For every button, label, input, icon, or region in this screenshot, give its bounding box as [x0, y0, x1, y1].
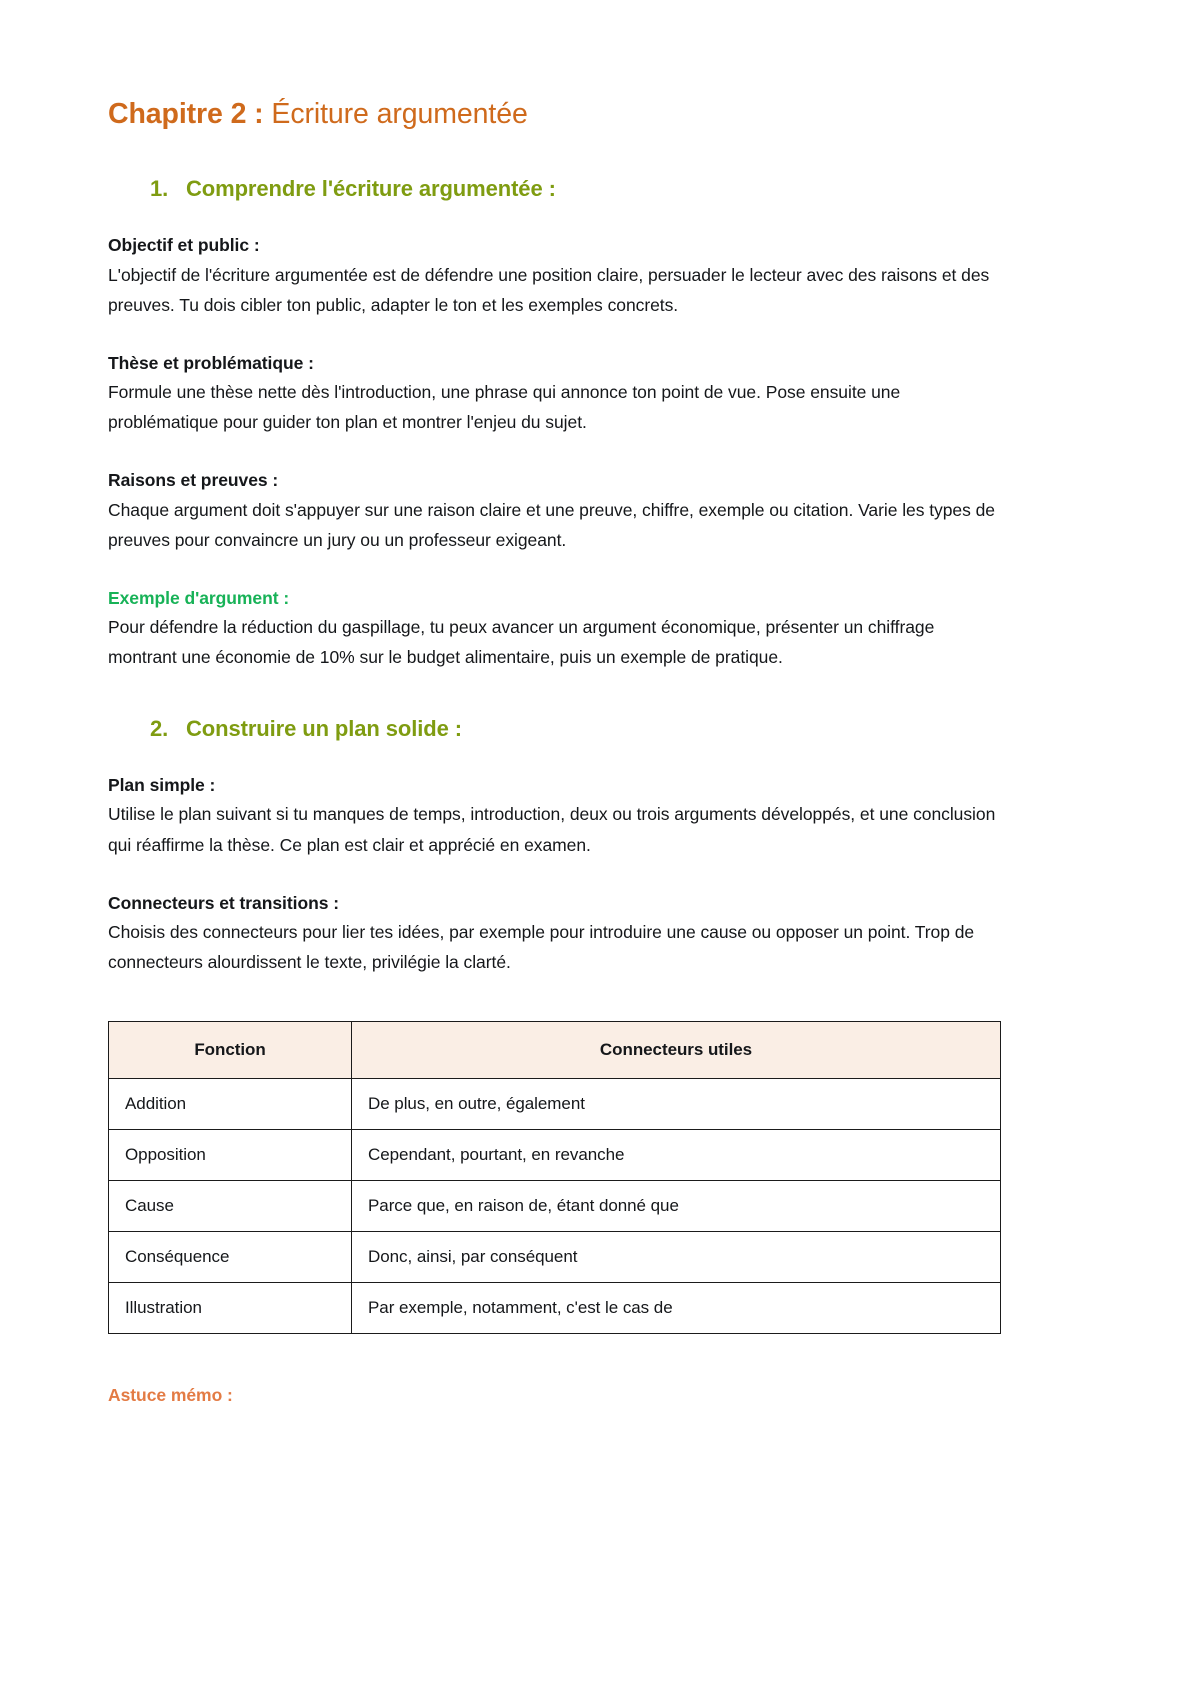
table-cell-function: Conséquence [109, 1232, 352, 1283]
table-cell-function: Opposition [109, 1130, 352, 1181]
block-body: Formule une thèse nette dès l'introduction, une phrase qui annonce ton point de vue. Pose ensuite une problématique pour guider ton plan et montrer l'enjeu du sujet. [108, 382, 901, 433]
block-heading: Connecteurs et transitions : [108, 892, 339, 913]
table-cell-function: Illustration [109, 1283, 352, 1334]
table-row [109, 1181, 1001, 1232]
table-cell-connectors: Donc, ainsi, par conséquent [352, 1232, 1001, 1283]
block-raisons-et-preuves [108, 467, 1000, 554]
block-heading: Raisons et preuves : [108, 470, 279, 491]
section-heading-1 [150, 176, 1000, 202]
block-heading: Objectif et public : [108, 235, 260, 256]
chapter-title: Écriture argumentée [271, 98, 528, 130]
table-header-row [109, 1022, 1001, 1079]
block-body: Chaque argument doit s'appuyer sur une raison claire et une preuve, chiffre, exemple ou citation. Varie les types de preuves pour convaincre un jury ou un professeur exigeant. [108, 499, 995, 550]
table-row [109, 1079, 1001, 1130]
block-plan-simple [108, 772, 1000, 859]
table-header-cell-connecteurs: Connecteurs utiles [352, 1022, 1001, 1079]
table-cell-connectors: De plus, en outre, également [352, 1079, 1001, 1130]
block-heading-highlight: Exemple d'argument : [108, 587, 290, 608]
chapter-label: Chapitre 2 : [108, 98, 264, 130]
section-label-1: Comprendre l'écriture argumentée : [186, 176, 556, 202]
table-cell-connectors: Cependant, pourtant, en revanche [352, 1130, 1001, 1181]
table-row [109, 1283, 1001, 1334]
memo-heading: Astuce mémo : [108, 1385, 233, 1406]
table-cell-connectors: Par exemple, notamment, c'est le cas de [352, 1283, 1001, 1334]
connectors-table-wrapper [108, 1021, 1000, 1334]
block-astuce-memo [108, 1382, 1000, 1408]
section-label-2: Construire un plan solide : [186, 716, 462, 742]
section-number-1: 1. [150, 176, 169, 202]
table-row [109, 1130, 1001, 1181]
table-cell-connectors: Parce que, en raison de, étant donné que [352, 1181, 1001, 1232]
table-cell-function: Addition [109, 1079, 352, 1130]
block-exemple-d-argument [108, 585, 1000, 672]
table-cell-function: Cause [109, 1181, 352, 1232]
page-title [108, 96, 1000, 132]
table-header-cell-fonction: Fonction [109, 1022, 352, 1079]
connectors-table [108, 1021, 1001, 1334]
section-heading-2 [150, 716, 1000, 742]
block-body: Utilise le plan suivant si tu manques de temps, introduction, deux ou trois arguments développés, et une conclusion qui réaffirme la thèse. Ce plan est clair et apprécié en examen. [108, 804, 996, 855]
table-header [109, 1022, 1001, 1079]
section-number-2: 2. [150, 716, 169, 742]
block-objectif-et-public [108, 232, 1000, 319]
block-body: L'objectif de l'écriture argumentée est de défendre une position claire, persuader le lecteur avec des raisons et des preuves. Tu dois cibler ton public, adapter le ton et les exemples concrets. [108, 264, 990, 315]
block-heading: Thèse et problématique : [108, 352, 314, 373]
table-body [109, 1079, 1001, 1334]
block-these-et-problematique [108, 350, 1000, 437]
block-body: Choisis des connecteurs pour lier tes idées, par exemple pour introduire une cause ou opposer un point. Trop de connecteurs alourdissent le texte, privilégie la clarté. [108, 921, 975, 972]
block-heading: Plan simple : [108, 775, 216, 796]
table-row [109, 1232, 1001, 1283]
block-connecteurs-et-transitions [108, 890, 1000, 977]
block-body: Pour défendre la réduction du gaspillage, tu peux avancer un argument économique, présenter un chiffrage montrant une économie de 10% sur le budget alimentaire, puis un exemple de pratique. [108, 617, 935, 668]
